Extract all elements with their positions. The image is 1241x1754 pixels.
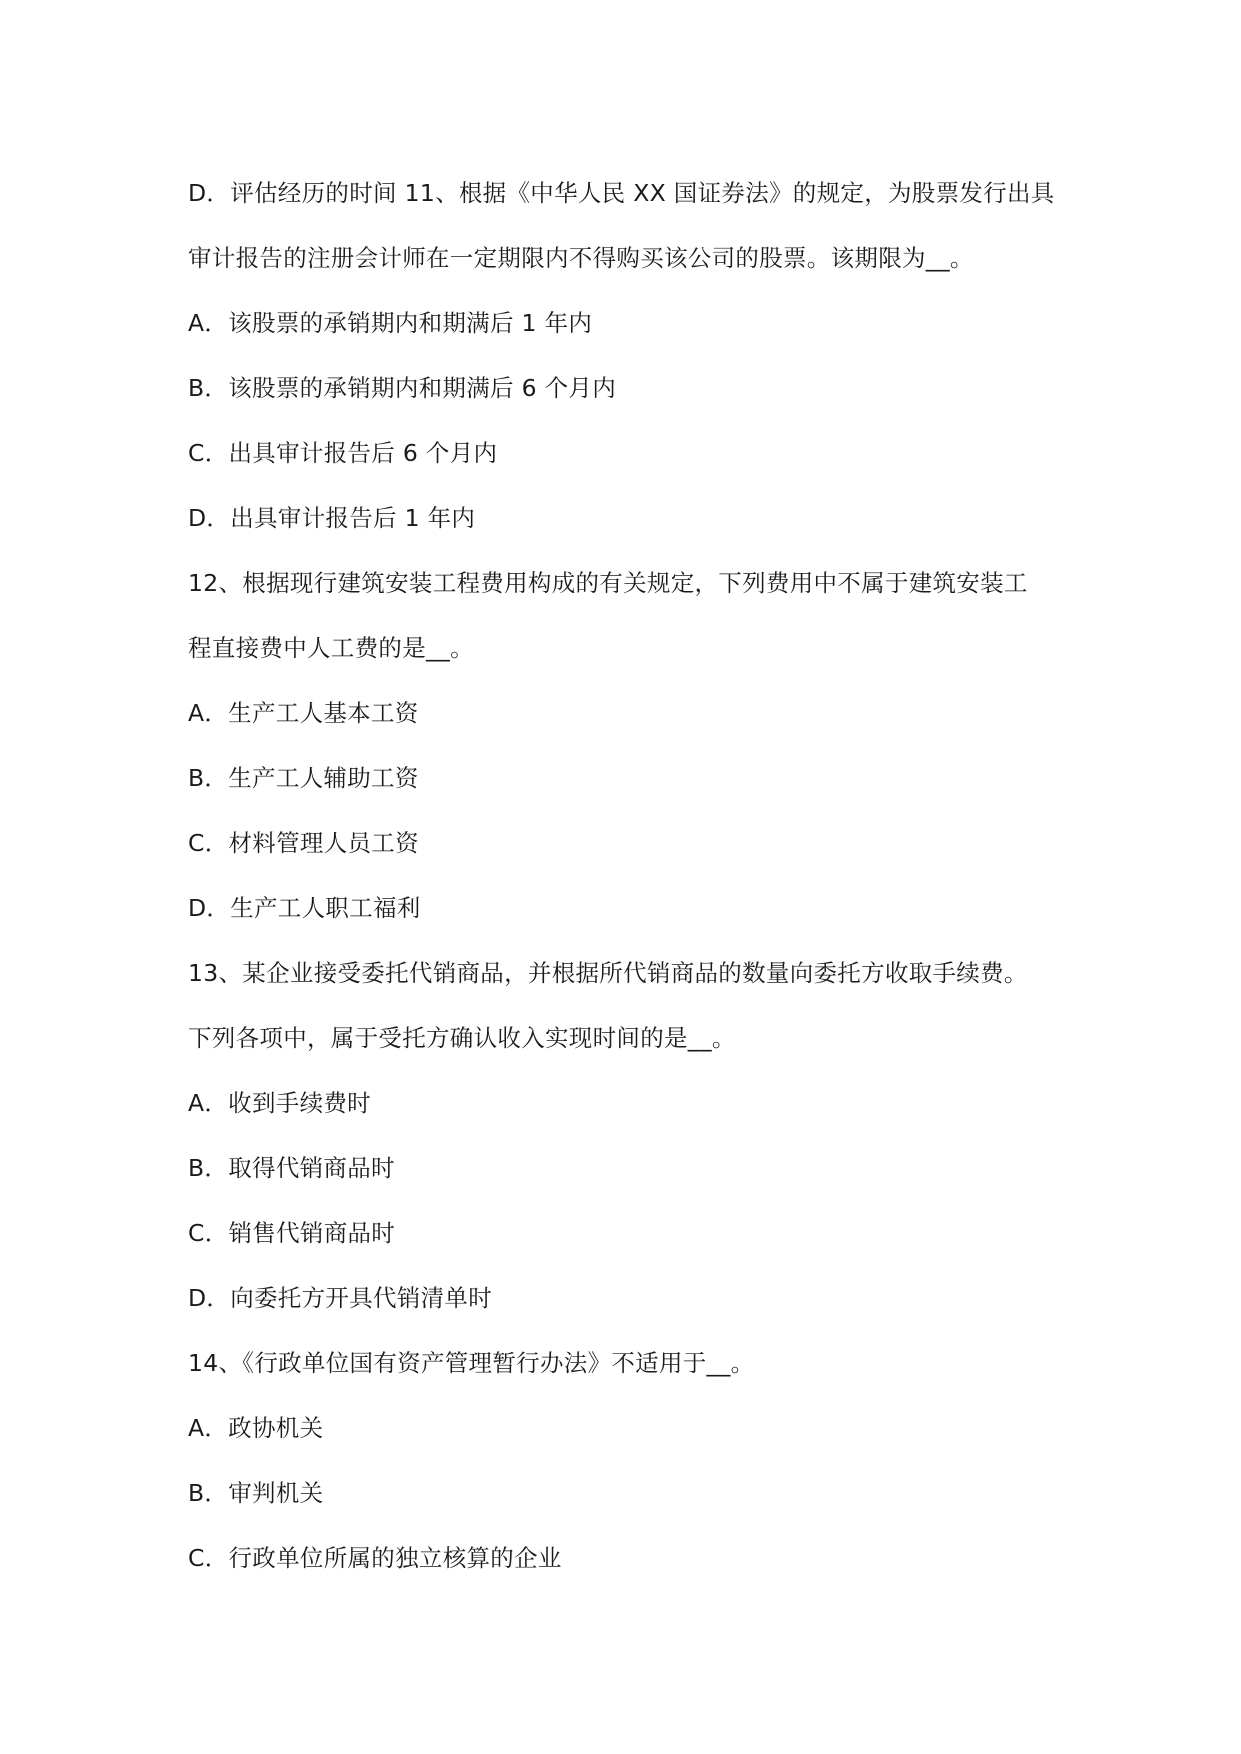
- q14-stem: 14、《行政单位国有资产管理暂行办法》不适用于__。: [188, 1349, 755, 1377]
- q12-option-b: B．生产工人辅助工资: [188, 764, 419, 792]
- q13-option-a: A．收到手续费时: [188, 1089, 371, 1117]
- q12-stem-cont: 程直接费中人工费的是__。: [188, 634, 474, 662]
- q14-option-a: A．政协机关: [188, 1414, 324, 1442]
- q12-option-a: A．生产工人基本工资: [188, 699, 419, 727]
- q11-option-a: A．该股票的承销期内和期满后 1 年内: [188, 309, 593, 337]
- q13-option-c: C．销售代销商品时: [188, 1219, 396, 1247]
- document-body: [188, 161, 1088, 1591]
- q12-stem: 12、根据现行建筑安装工程费用构成的有关规定，下列费用中不属于建筑安装工: [188, 569, 1028, 597]
- q13-option-b: B．取得代销商品时: [188, 1154, 395, 1182]
- q13-stem-cont: 下列各项中，属于受托方确认收入实现时间的是__。: [188, 1024, 736, 1052]
- text-line-q10-option-d-and-q11-stem: D．评估经历的时间 11、根据《中华人民 XX 国证券法》的规定，为股票发行出具: [188, 179, 1055, 207]
- text-line-q11-stem-cont: 审计报告的注册会计师在一定期限内不得购买该公司的股票。该期限为__。: [188, 244, 974, 272]
- q12-option-c: C．材料管理人员工资: [188, 829, 419, 857]
- q11-option-b: B．该股票的承销期内和期满后 6 个月内: [188, 374, 617, 402]
- q11-option-d: D．出具审计报告后 1 年内: [188, 504, 476, 532]
- q11-option-c: C．出具审计报告后 6 个月内: [188, 439, 498, 467]
- q12-option-d: D．生产工人职工福利: [188, 894, 421, 922]
- q14-option-c: C．行政单位所属的独立核算的企业: [188, 1544, 562, 1572]
- q13-stem: 13、某企业接受委托代销商品，并根据所代销商品的数量向委托方收取手续费。: [188, 959, 1028, 987]
- q13-option-d: D．向委托方开具代销清单时: [188, 1284, 492, 1312]
- q14-option-b: B．审判机关: [188, 1479, 324, 1507]
